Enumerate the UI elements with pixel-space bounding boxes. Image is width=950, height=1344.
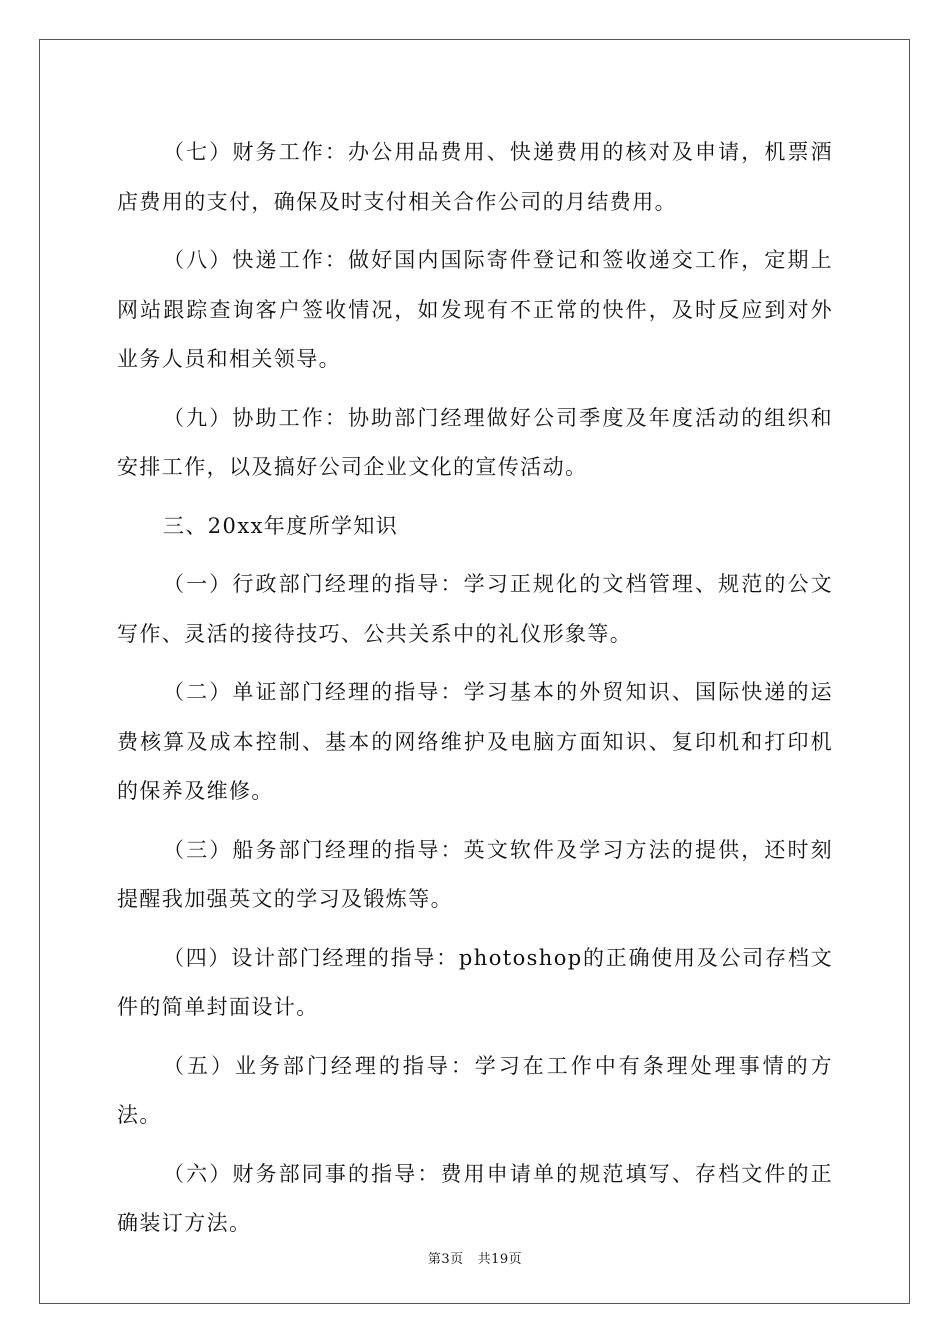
section-heading-knowledge: 三、20xx年度所学知识 — [163, 513, 399, 538]
paragraph-finance-guidance: （六）财务部同事的指导：费用申请单的规范填写、存档文件的正确装订方法。 — [117, 1161, 833, 1235]
paragraph-business-guidance: （五）业务部门经理的指导：学习在工作中有条理处理事情的方法。 — [117, 1053, 833, 1127]
page-number: 第3页 — [427, 1252, 464, 1267]
page-total: 共19页 — [477, 1252, 523, 1267]
paragraph-admin-guidance: （一）行政部门经理的指导：学习正规化的文档管理、规范的公文写作、灵活的接待技巧、公共关系中的礼仪形象等。 — [117, 572, 833, 646]
paragraph-design-guidance: （四）设计部门经理的指导：photoshop的正确使用及公司存档文件的简单封面设计。 — [117, 945, 833, 1019]
paragraph-documents-guidance: （二）单证部门经理的指导：学习基本的外贸知识、国际快递的运费核算及成本控制、基本的网络维护及电脑方面知识、复印机和打印机的保养及维修。 — [117, 680, 833, 803]
document-body — [117, 128, 833, 1258]
paragraph-assist-work: （九）协助工作：协助部门经理做好公司季度及年度活动的组织和安排工作，以及搞好公司企业文化的宣传活动。 — [117, 405, 833, 479]
paragraph-finance-work: （七）财务工作：办公用品费用、快递费用的核对及申请，机票酒店费用的支付，确保及时支付相关合作公司的月结费用。 — [117, 140, 833, 214]
paragraph-shipping-guidance: （三）船务部门经理的指导：英文软件及学习方法的提供，还时刻提醒我加强英文的学习及锻炼等。 — [117, 837, 833, 911]
paragraph-courier-work: （八）快递工作：做好国内国际寄件登记和签收递交工作，定期上网站跟踪查询客户签收情况，如发现有不正常的快件，及时反应到对外业务人员和相关领导。 — [117, 248, 833, 371]
page-footer — [0, 1248, 950, 1267]
